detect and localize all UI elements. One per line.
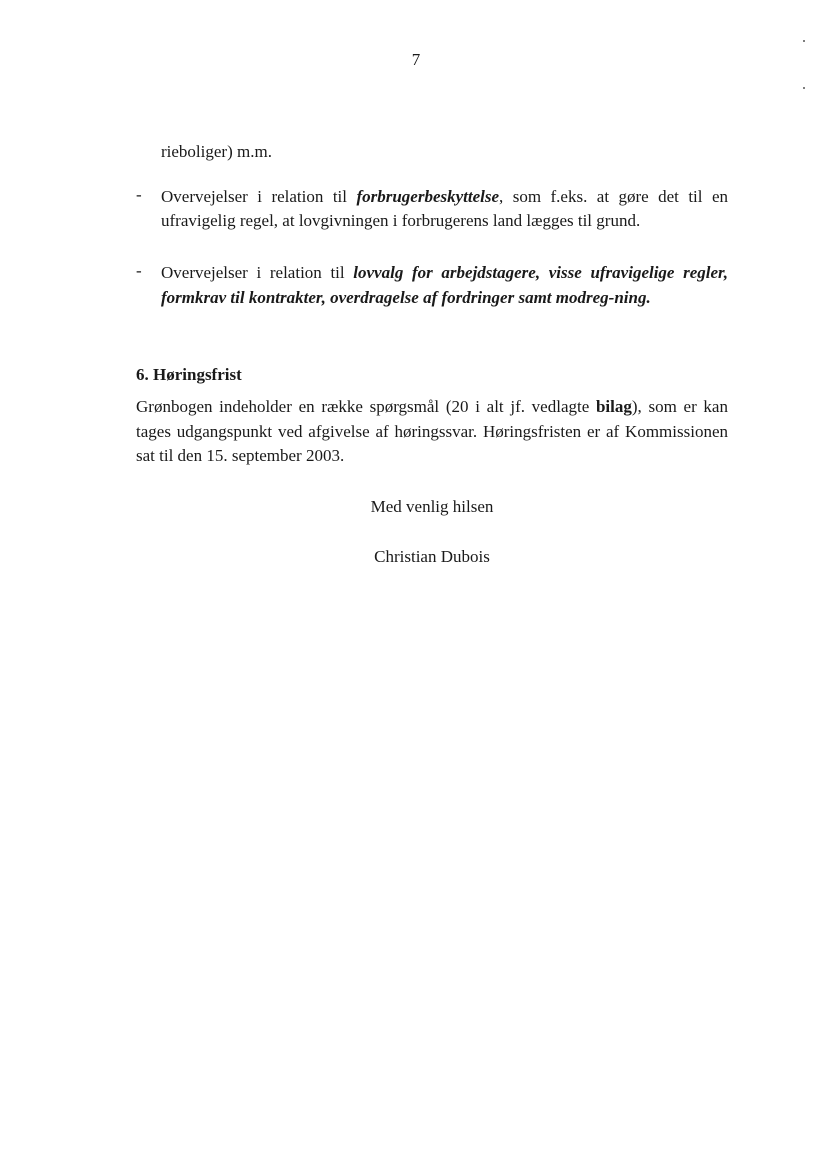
- paragraph-bold: bilag: [595, 397, 632, 416]
- signature-name: Christian Dubois: [374, 547, 490, 566]
- section-paragraph: [136, 395, 728, 469]
- paragraph-text-post: ), som er kan tages udgangspunkt ved afgivelse af høringssvar. Høringsfristen er af Kommissionen sat til den 15. september 2003.: [136, 397, 728, 465]
- bullet-emphasis: forbrugerbeskyttelse: [356, 187, 500, 206]
- bullet-item: [136, 261, 728, 310]
- section-heading: 6. Høringsfrist: [136, 365, 242, 384]
- paragraph-text-pre: Grønbogen indeholder en række spørgsmål (20 i alt jf. vedlagte: [136, 397, 596, 416]
- closing-salutation: Med venlig hilsen: [370, 497, 494, 516]
- bullet-item: [136, 185, 728, 233]
- bullet-text: [161, 185, 728, 233]
- page-number: 7: [411, 50, 421, 69]
- continuation-text: rieboliger) m.m.: [161, 142, 272, 161]
- scan-speck: [803, 40, 805, 42]
- scan-speck: [803, 87, 805, 89]
- bullet-text-pre: Overvejelser i relation til: [161, 263, 354, 282]
- bullet-text-post: , som f.eks. at gøre det til en ufravigelig regel, at lovgivningen i forbrugerens land lægges til grund.: [161, 187, 728, 230]
- bullet-text-pre: Overvejelser i relation til: [161, 187, 357, 206]
- bullet-text: [161, 261, 728, 310]
- bullet-emphasis: lovvalg for arbejdstagere, visse ufravigelige regler, formkrav til kontrakter, overdragelse af fordringer samt modreg-ning.: [161, 263, 728, 307]
- bullet-dash: -: [136, 185, 142, 204]
- bullet-dash: -: [136, 261, 142, 280]
